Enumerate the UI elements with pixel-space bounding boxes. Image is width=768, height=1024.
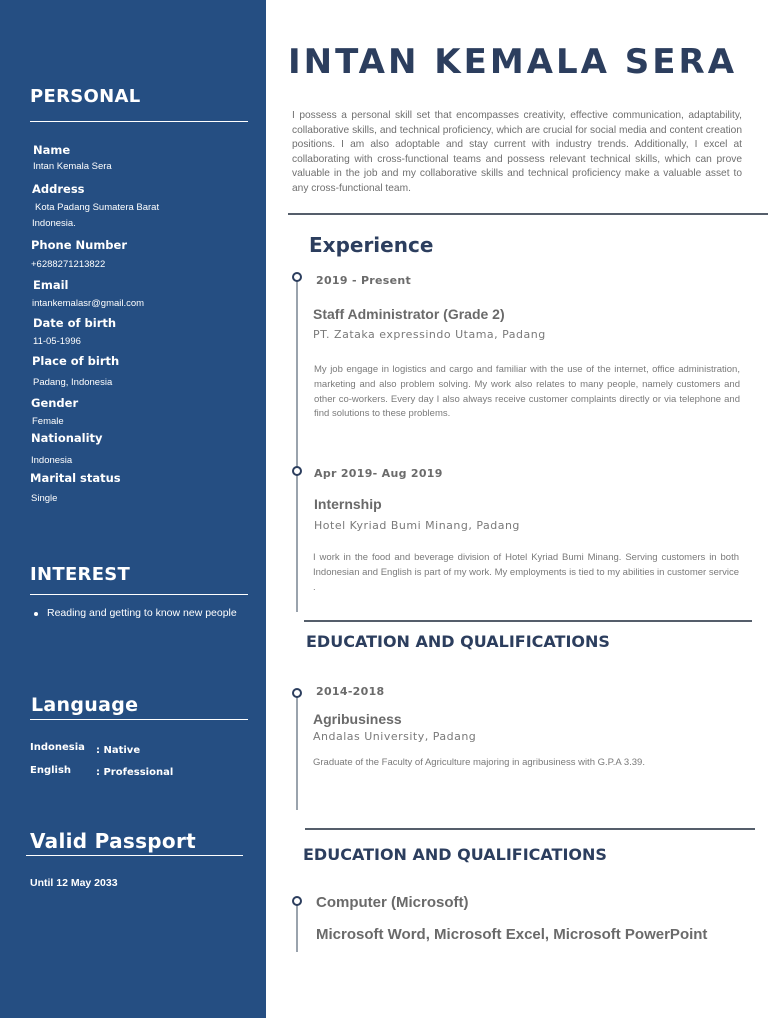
interest-item: Reading and getting to know new people xyxy=(32,606,242,621)
company-name: PT. Zataka expressindo Utama, Padang xyxy=(313,328,546,341)
gender-label: Gender xyxy=(31,396,79,410)
qualifications-divider xyxy=(305,828,755,830)
degree-title: Agribusiness xyxy=(313,711,402,727)
job-description: My job engage in logistics and cargo and familiar with the use of the internet, office administration, marketing and also problem solving. My work also relates to many people, namely customers and other co-workers. Every day I also always receive customer complaints directly or via telephone and find solutions to these problems. xyxy=(314,364,740,420)
education-divider xyxy=(304,620,752,622)
timeline-dot xyxy=(292,466,302,476)
personal-divider xyxy=(30,121,248,122)
qualification-timeline xyxy=(296,902,298,952)
education-description: Graduate of the Faculty of Agriculture majoring in agribusiness with G.P.A 3.39. xyxy=(313,757,645,768)
experience-heading: Experience xyxy=(309,233,434,257)
name-label: Name xyxy=(33,143,71,157)
timeline-dot xyxy=(292,896,302,906)
timeline-dot xyxy=(292,688,302,698)
experience-date: Apr 2019- Aug 2019 xyxy=(314,467,443,480)
language-divider xyxy=(30,719,248,720)
experience-timeline xyxy=(296,280,298,612)
address-value-line1: Kota Padang Sumatera Barat xyxy=(35,202,160,213)
interest-heading: INTEREST xyxy=(30,564,131,585)
phone-value: +6288271213822 xyxy=(31,259,106,270)
email-label: Email xyxy=(33,278,69,292)
language-name: Indonesia xyxy=(30,742,85,753)
qualification-title: Computer (Microsoft) xyxy=(316,894,469,911)
passport-value: Until 12 May 2033 xyxy=(30,877,118,889)
dob-label: Date of birth xyxy=(33,316,117,330)
institution-name: Andalas University, Padang xyxy=(313,730,477,743)
name-value: Intan Kemala Sera xyxy=(33,161,112,172)
candidate-name: INTAN KEMALA SERA xyxy=(288,42,738,82)
language-name: English xyxy=(30,765,72,776)
marital-status-value: Single xyxy=(31,493,58,504)
profile-summary: I possess a personal skill set that encompasses creativity, effective communication, adaptability, collaborative skills, and technical proficiency, which are crucial for social media and content creation positions. I am also adoptable and stay current with industry trends. Additionally, I excel at collaborating with cross-functional teams and possess relevant technical skills, which can prove valuable in the job and my collaborative skills and technical proficiency make a valuable asset to any cross-functional team. xyxy=(292,110,742,194)
education-date: 2014-2018 xyxy=(316,685,385,698)
job-description: I work in the food and beverage division of Hotel Kyriad Bumi Minang. Serving customers in both Indonesian and English is part of my work. My employments is tied to my abilities in customer service . xyxy=(313,552,739,593)
email-value: intankemalasr@gmail.com xyxy=(32,298,145,309)
education-heading: EDUCATION AND QUALIFICATIONS xyxy=(306,632,610,651)
timeline-dot xyxy=(292,272,302,282)
phone-label: Phone Number xyxy=(31,238,128,252)
marital-status-label: Marital status xyxy=(30,471,121,485)
dob-value: 11-05-1996 xyxy=(33,336,81,347)
nationality-value: Indonesia xyxy=(31,455,73,466)
address-value-line2: Indonesia. xyxy=(32,218,76,229)
qualification-detail: Microsoft Word, Microsoft Excel, Microsoft PowerPoint xyxy=(316,926,708,943)
passport-divider xyxy=(26,855,243,856)
gender-value: Female xyxy=(32,416,64,427)
personal-heading: PERSONAL xyxy=(30,86,141,107)
qualifications-heading: EDUCATION AND QUALIFICATIONS xyxy=(303,845,607,864)
language-level: : Native xyxy=(96,745,141,756)
job-title: Internship xyxy=(314,496,382,512)
address-label: Address xyxy=(32,182,85,196)
interest-list xyxy=(32,606,242,621)
interest-divider xyxy=(30,594,248,595)
nationality-label: Nationality xyxy=(31,431,103,445)
sidebar xyxy=(0,0,266,1018)
company-name: Hotel Kyriad Bumi Minang, Padang xyxy=(314,519,520,532)
passport-heading: Valid Passport xyxy=(30,829,196,853)
summary-divider xyxy=(288,213,768,215)
language-level: : Professional xyxy=(96,767,174,778)
pob-value: Padang, Indonesia xyxy=(33,377,113,388)
experience-date: 2019 - Present xyxy=(316,274,412,287)
job-title: Staff Administrator (Grade 2) xyxy=(313,306,505,322)
education-timeline xyxy=(296,693,298,810)
pob-label: Place of birth xyxy=(32,354,120,368)
language-heading: Language xyxy=(31,694,139,716)
